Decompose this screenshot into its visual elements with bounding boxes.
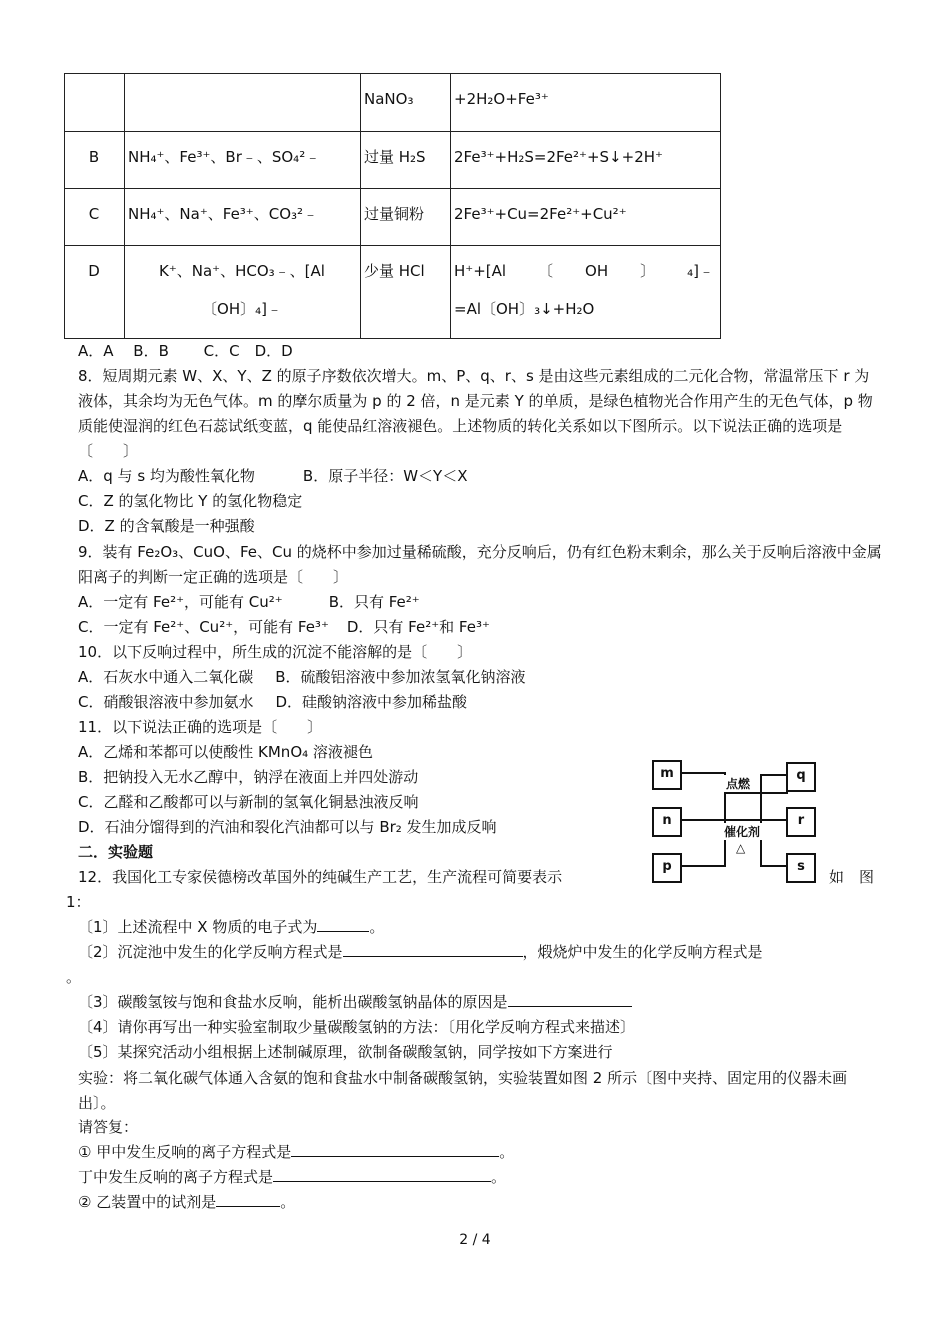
answer-blank[interactable] — [317, 917, 369, 932]
q12-part1-end: 。 — [369, 918, 385, 936]
q12-part2 — [78, 941, 882, 963]
q12-answer-prompt: 请答复： — [78, 1118, 139, 1136]
ions-line: K⁺、Na⁺、HCO₃﹣、[Al — [159, 262, 325, 280]
diagram-label-ignite: 点燃 — [726, 777, 751, 791]
q7-options: A．A B．B C．C D．D — [78, 342, 293, 360]
ions-cell: NH₄⁺、Fe³⁺、Br﹣、SO₄²﹣ — [125, 132, 361, 189]
diagram-input-box: n — [652, 807, 682, 837]
q12-part1-text: 〔1〕上述流程中 X 物质的电子式为 — [78, 918, 318, 936]
q8-options-row — [78, 465, 882, 487]
equation-part: ₄]﹣ — [687, 262, 714, 280]
q8-option-c: C．Z 的氢化物比 Y 的氢化物稳定 — [78, 492, 303, 510]
section-title: 二．实验题 — [78, 843, 154, 861]
equation-cell: 2Fe³⁺+H₂S=2Fe²⁺+S↓+2H⁺ — [451, 132, 721, 189]
q12-answer2-text: 丁中发生反响的离子方程式是 — [78, 1168, 274, 1186]
q12-answer1-end: 。 — [499, 1143, 515, 1161]
table-row — [65, 189, 721, 246]
q12-part2-mid: ，煅烧炉中发生的化学反响方程式是 — [522, 943, 763, 961]
reagent-cell: 过量铜粉 — [361, 189, 451, 246]
q12-part2-text: 〔2〕沉淀池中发生的化学反响方程式是 — [78, 943, 343, 961]
reagent-cell: NaNO₃ — [361, 74, 451, 132]
q12-answer1-text: ① 甲中发生反响的离子方程式是 — [78, 1143, 292, 1161]
q12-part5: 〔5〕某探究活动小组根据上述制碱原理，欲制备碳酸氢钠，同学按如下方案进行 — [78, 1043, 613, 1061]
ions-cell: NH₄⁺、Na⁺、Fe³⁺、CO₃²﹣ — [125, 189, 361, 246]
q9-options-row2 — [78, 616, 882, 638]
q9-stem: 9．装有 Fe₂O₃、CuO、Fe、Cu 的烧杯中参加过量稀硫酸，充分反响后，仍有红色粉末剩余，那么关于反响后溶液中金属阳离子的判断一定正确的选项是〔 〕 — [78, 543, 882, 586]
equation-line: =Al〔OH〕₃↓+H₂O — [454, 300, 595, 318]
ions-line: 〔OH〕₄]﹣ — [202, 300, 282, 318]
q12-stem-b: 如 图 — [829, 868, 875, 886]
q8-stem: 8．短周期元素 W、X、Y、Z 的原子序数依次增大。m、P、q、r、s 是由这些元素组成的二元化合物，常温常压下 r 为液体，其余均为无色气体。m 的摩尔质量为 p 的 2 倍，n 是元素 Y 的单质，是绿色植物光合作用产生的无色气体，p 物质能使湿润的红色石蕊试纸变蓝，q 能使品红溶液褪色。上述物质的转化关系如以下图所示。以下说法正确的选项是〔 〕 — [78, 367, 873, 460]
q10-option-c: C．硝酸银溶液中参加氨水 — [78, 693, 254, 711]
q9-option-d: D．只有 Fe²⁺和 Fe³⁺ — [346, 618, 490, 636]
answer-blank[interactable] — [273, 1167, 491, 1182]
answer-blank[interactable] — [291, 1142, 499, 1157]
diagram-input-box: m — [652, 760, 682, 790]
q10-stem: 10．以下反响过程中，所生成的沉淀不能溶解的是〔 〕 — [78, 643, 473, 661]
q9-option-a: A．一定有 Fe²⁺，可能有 Cu²⁺ — [78, 593, 283, 611]
q8-option-a: A．q 与 s 均为酸性氧化物 — [78, 467, 255, 485]
table-row — [65, 246, 721, 339]
table-row — [65, 132, 721, 189]
q12-part1 — [78, 916, 882, 938]
q12-experiment: 实验：将二氧化碳气体通入含氨的饱和食盐水中制备碳酸氢钠，实验装置如图 2 所示〔图中夹持、固定用的仪器未画出〕。 — [78, 1069, 848, 1112]
option-label: D — [65, 246, 125, 339]
q10-option-d: D．硅酸钠溶液中参加稀盐酸 — [275, 693, 468, 711]
diagram-label-heat: △ — [736, 841, 746, 855]
q10-options-row2 — [78, 691, 882, 713]
equation-cell: 2Fe³⁺+Cu=2Fe²⁺+Cu²⁺ — [451, 189, 721, 246]
q12-answer3-end: 。 — [280, 1193, 296, 1211]
q12-answer2-end: 。 — [491, 1168, 507, 1186]
q10-option-a: A．石灰水中通入二氧化碳 — [78, 668, 254, 686]
option-label: C — [65, 189, 125, 246]
reaction-table — [64, 73, 721, 339]
q11-option-d: D．石油分馏得到的汽油和裂化汽油都可以与 Br₂ 发生加成反响 — [78, 818, 497, 836]
q10-option-b: B．硫酸铝溶液中参加浓氢氧化钠溶液 — [275, 668, 526, 686]
q11-option-c: C．乙醛和乙酸都可以与新制的氢氧化铜悬浊液反响 — [78, 793, 419, 811]
q9-options-row1 — [78, 591, 882, 613]
q11-stem: 11．以下说法正确的选项是〔 〕 — [78, 718, 323, 736]
ions-cell — [125, 246, 361, 339]
q11-option-b: B．把钠投入无水乙醇中，钠浮在液面上并四处游动 — [78, 768, 419, 786]
equation-cell — [451, 246, 721, 339]
q10-options-row1 — [78, 666, 882, 688]
diagram-input-box: p — [652, 853, 682, 883]
ions-cell — [125, 74, 361, 132]
q9-option-b: B．只有 Fe²⁺ — [328, 593, 420, 611]
q8-option-b: B．原子半径：W＜Y＜X — [302, 467, 468, 485]
q12-stem-a: 12．我国化工专家侯德榜改革国外的纯碱生产工艺，生产流程可简要表示 — [78, 868, 563, 886]
diagram-output-box: r — [786, 807, 816, 837]
page-number: 2 / 4 — [459, 1232, 491, 1248]
q9-option-c: C．一定有 Fe²⁺、Cu²⁺，可能有 Fe³⁺ — [78, 618, 329, 636]
answer-blank[interactable] — [508, 992, 632, 1007]
diagram-output-box: q — [786, 762, 816, 792]
q12-part4: 〔4〕请你再写出一种实验室制取少量碳酸氢钠的方法：〔用化学反响方程式来描述〕 — [78, 1018, 636, 1036]
answer-blank[interactable] — [216, 1192, 280, 1207]
q12-part2-end: 。 — [66, 968, 82, 986]
equation-line — [454, 252, 716, 290]
q8-option-d: D．Z 的含氧酸是一种强酸 — [78, 517, 255, 535]
reagent-cell: 少量 HCl — [361, 246, 451, 339]
q12-part3-text: 〔3〕碳酸氢铵与饱和食盐水反响，能析出碳酸氢钠晶体的原因是 — [78, 993, 508, 1011]
conversion-diagram — [652, 757, 818, 883]
q12-answer3-text: ② 乙装置中的试剂是 — [78, 1193, 217, 1211]
q12-stem-c: 1： — [66, 893, 91, 911]
answer-blank[interactable] — [343, 942, 523, 957]
q12-answer3 — [78, 1191, 882, 1213]
option-label — [65, 74, 125, 132]
diagram-label-catalyst: 催化剂 — [724, 825, 761, 839]
equation-cell: +2H₂O+Fe³⁺ — [451, 74, 721, 132]
equation-part: OH — [585, 262, 609, 280]
q12-answer2 — [78, 1166, 882, 1188]
reagent-cell: 过量 H₂S — [361, 132, 451, 189]
q12-part3 — [78, 991, 882, 1013]
equation-part: 〔 — [538, 262, 554, 280]
diagram-output-box: s — [786, 853, 816, 883]
equation-part: 〕 — [640, 262, 656, 280]
q12-answer1 — [78, 1141, 882, 1163]
q11-option-a: A．乙烯和苯都可以使酸性 KMnO₄ 溶液褪色 — [78, 743, 373, 761]
equation-part: H⁺+[Al — [454, 262, 507, 280]
option-label: B — [65, 132, 125, 189]
table-row — [65, 74, 721, 132]
